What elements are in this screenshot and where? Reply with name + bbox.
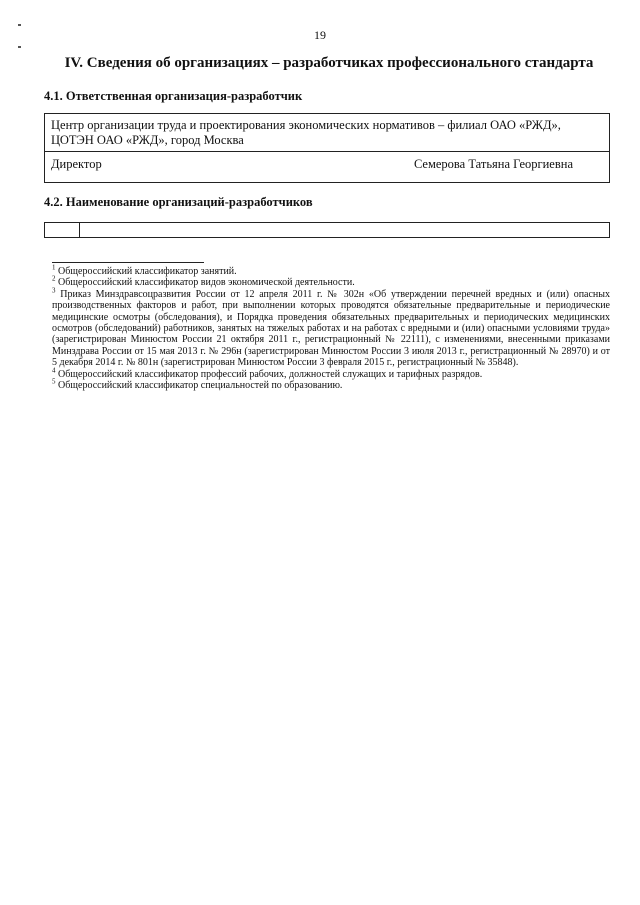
org-name-cell: Центр организации труда и проектирования экономических нормативов – филиал ОАО «РЖД», ЦОТЭН ОАО «РЖД», город Москва <box>45 114 609 152</box>
footnote-text: Общероссийский классификатор специальностей по образованию. <box>58 380 343 392</box>
footnote <box>52 263 610 277</box>
developer-name-cell <box>80 223 609 237</box>
footnote <box>52 277 610 288</box>
responsible-org-heading: 4.1. Ответственная организация-разработчик <box>44 89 303 103</box>
footnote-text: Общероссийский классификатор профессий рабочих, должностей служащих и тарифных разрядов. <box>58 368 483 380</box>
footnote-text: Приказ Минздравсоцразвития России от 12 апреля 2011 г. № 302н «Об утверждении перечней вредных и (или) опасных производственных факторов и работ, при выполнении которых проводятся обязательные предварительные и периодические медицинские осмотры (обследования), и Порядка проведения обязательных предварительных и периодических медицинских осмотров (обследований) работников, занятых на тяжелых работах и на работах с вредными и (или) опасными условиями труда» (зарегистрирован Минюстом России 21 октября 2011 г., регистрационный № 22111), с изменениями, внесенными приказами Минздрава России от 15 мая 2013 г. № 296н (зарегистрирован Минюстом России 3 июля 2013 г., регистрационный № 28970) и от 5 декабря 2014 г. № 801н (зарегистрирован Минюстом России 3 февраля 2015 г., регистрационный № 35848). <box>52 288 611 369</box>
section-title: IV. Сведения об организациях – разработчиках профессионального стандарта <box>64 55 594 71</box>
footnotes <box>52 263 611 392</box>
footnote-mark: 1 <box>52 263 56 272</box>
footnote-text: Общероссийский классификатор видов экономической деятельности. <box>58 277 355 289</box>
footnote-mark: 2 <box>52 275 56 284</box>
scan-artifact <box>18 46 21 48</box>
org-signatory-row <box>45 152 609 182</box>
footnote-text: Общероссийский классификатор занятий. <box>58 266 237 277</box>
responsible-org-table <box>44 113 610 183</box>
footnote-separator <box>52 262 204 263</box>
footnote-mark: 4 <box>52 366 56 375</box>
footnote <box>52 286 611 369</box>
signatory-position: Директор <box>51 157 102 171</box>
developers-table <box>44 222 610 238</box>
signatory-name: Семерова Татьяна Георгиевна <box>413 157 573 171</box>
developer-number-cell <box>45 223 80 237</box>
footnote-mark: 3 <box>52 286 56 295</box>
footnote <box>52 366 610 380</box>
page-number: 19 <box>314 28 326 42</box>
footnote-mark: 5 <box>52 377 56 386</box>
footnote <box>52 377 610 392</box>
developers-heading: 4.2. Наименование организаций-разработчиков <box>44 195 313 209</box>
scan-artifact <box>18 24 21 26</box>
